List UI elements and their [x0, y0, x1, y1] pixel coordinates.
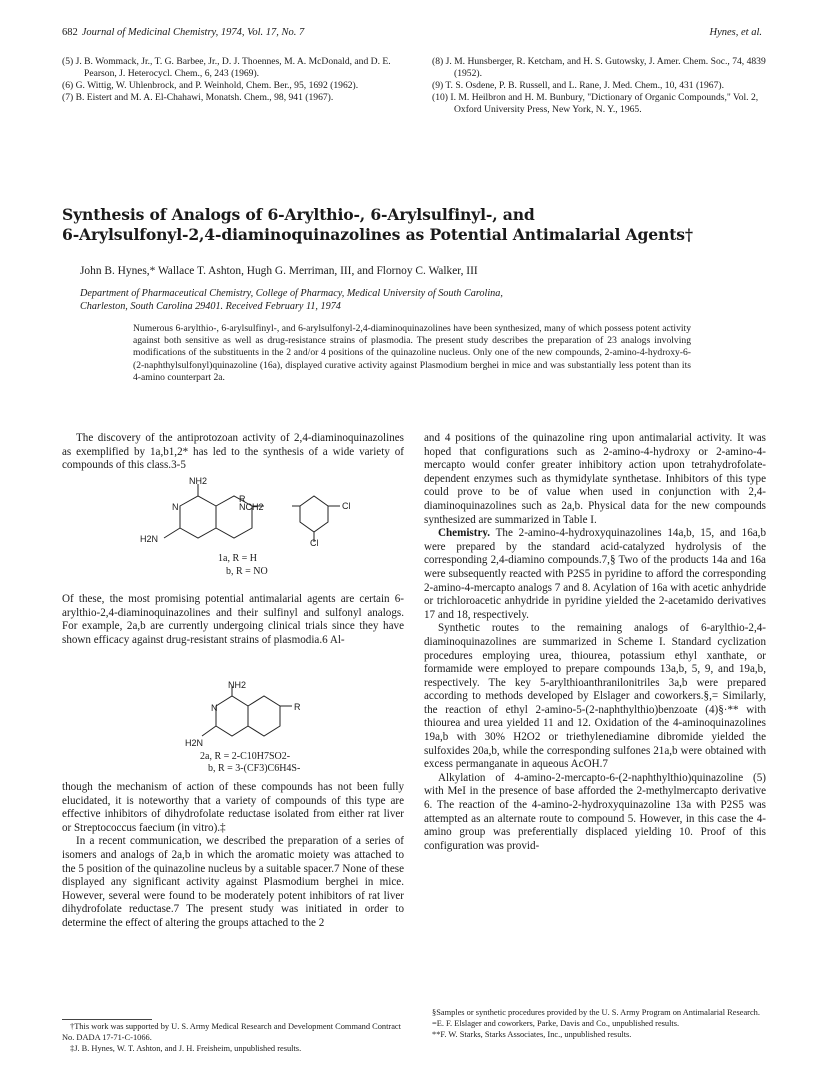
affiliation-line: Charleston, South Carolina 29401. Received February 11, 1974 — [80, 300, 341, 312]
article-title — [62, 205, 762, 245]
body-left-intro — [62, 432, 404, 473]
paragraph: Alkylation of 4-amino-2-mercapto-6-(2-naphthylthio)quinazoline (5) with MeI in the presence of base afforded the 2-methylmercapto derivative 6. The reaction of the 4-amino-2-hydroxyquinazoline 13a with P2S5 was attempted as an alternate route to compound 5. However, in this case the 4-amino group was preferentially displaced yielding 10. Proof of this configuration was provid- — [424, 771, 766, 852]
footnote-rule — [62, 1019, 152, 1020]
body-left-lower — [62, 781, 404, 931]
running-head — [62, 27, 762, 43]
body-right — [424, 432, 766, 853]
affiliation-line: Department of Pharmaceutical Chemistry, College of Pharmacy, Medical University of South Carolina, — [80, 288, 503, 299]
amino-group-label: H2N — [140, 534, 159, 544]
ring-nitrogen-label: N — [211, 703, 218, 713]
reference-item: (9) T. S. Osdene, P. B. Russell, and L. Rane, J. Med. Chem., 10, 431 (1967). — [432, 80, 724, 92]
chloro-label: Cl — [310, 538, 319, 548]
footnote: **F. W. Starks, Starks Associates, Inc., unpublished results. — [432, 1029, 632, 1039]
compound-label: 1a, R = H — [218, 553, 257, 564]
amino-group-label: NH2 — [228, 680, 247, 690]
paragraph: In a recent communication, we described the preparation of a series of isomers and analogs of 2a,b in which the aromatic moiety was attached to the 5 position of the quinazoline nucleus by a suitable spacer.7 None of these displayed any significant activity against Plasmodium berghei in mice. However, several were found to be moderately potent inhibitors of rat liver dihydrofolate reductase.7 The present study was initiated in order to determine the effect of altering the groups attached to the 2 — [62, 835, 404, 929]
paragraph: Of these, the most promising potential antimalarial agents are certain 6-arylthio-2,4-diaminoquinazolines and their sulfinyl and sulfonyl analogs. For example, 2a,b are currently undergoing clinical trials since they have shown efficacy against drug-resistant strains of plasmodia.6 Al- — [62, 593, 404, 646]
reference-list-left — [62, 56, 392, 104]
reference-item: (10) I. M. Heilbron and H. M. Bunbury, "Dictionary of Organic Compounds," Vol. 2, Oxford University Press, New York, N. Y., 1965. — [432, 92, 759, 116]
footnote: ‡J. B. Hynes, W. T. Ashton, and J. H. Freisheim, unpublished results. — [70, 1043, 302, 1053]
reference-item: (6) G. Wittig, W. Uhlenbrock, and P. Weinhold, Chem. Ber., 95, 1692 (1962). — [62, 80, 359, 92]
chloro-label: Cl — [342, 501, 351, 511]
paragraph — [424, 527, 766, 622]
nch2-label: NCH2 — [239, 502, 264, 512]
amino-group-label: NH2 — [189, 476, 208, 486]
footnote: =E. F. Elslager and coworkers, Parke, Davis and Co., unpublished results. — [432, 1018, 680, 1028]
footnotes-right — [424, 1008, 766, 1040]
paragraph: Synthetic routes to the remaining analogs of 6-arylthio-2,4-diaminoquinazolines are summarized in Scheme I. Standard cyclization procedures employing urea, thiourea, potassium ethyl xanthate, or formamide were employed to prepare compounds 13a,b, 5, 9, and 19a,b, respectively. The key 5-arylthioanthranilonitriles 3a,b were prepared according to methods developed by Elslager and coworkers.§,= Similarly, the reaction of ethyl 2-amino-5-(2-naphthylthio)benzoate (4)§·** with thiourea and urea yielded 11 and 12. Oxidation of the 4-aminoquinazolines 19a,b with 30% H2O2 or triethylenediamine dibromide yielded the sulfoxides 20a,b, while the corresponding sulfones 21a,b were obtained with excess permanganate in aqueous AcOH.7 — [424, 622, 766, 771]
paragraph-text: The 2-amino-4-hydroxyquinazolines 14a,b, 15, and 16a,b were prepared by the standard acid-catalyzed hydrolysis of the corresponding 2,4-diamino compounds.7,§ Two of the products 14a and 16a were subsequently reacted with P2S5 in pyridine to afford the corresponding 2-amino-4-mercapto analogs 7 and 8. Acylation of 16a with acetic anhydride or trichloroacetic anhydride in pyridine yielded the 2-acetamido derivatives 17 and 18, respectively. — [424, 527, 766, 621]
title-line: 6-Arylsulfonyl-2,4-diaminoquinazolines as Potential Antimalarial Agents† — [62, 225, 693, 244]
body-left-middle — [62, 593, 404, 647]
r-group-label: R — [239, 494, 246, 504]
running-head-left — [62, 27, 304, 38]
compound-label: b, R = 3-(CF3)C6H4S- — [208, 763, 301, 774]
title-line: Synthesis of Analogs of 6-Arylthio-, 6-Arylsulfinyl-, and — [62, 205, 535, 224]
reference-item: (8) J. M. Hunsberger, R. Ketcham, and H. S. Gutowsky, J. Amer. Chem. Soc., 74, 4839 (1952). — [432, 56, 766, 80]
paragraph: though the mechanism of action of these compounds has not been fully elucidated, it is noteworthy that a variety of compounds of this type are effective inhibitors of dihydrofolate reductase isolated from either rat liver or Streptococcus faecium (in vitro).‡ — [62, 781, 404, 834]
page-number: 682 — [62, 27, 78, 38]
paragraph: The discovery of the antiprotozoan activity of 2,4-diaminoquinazolines as exemplified by 1a,b1,2* has led to the synthesis of a wide variety of compounds of this class.3-5 — [62, 432, 404, 472]
paragraph: and 4 positions of the quinazoline ring upon antimalarial activity. It was hoped that configurations such as 2-amino-4-hydroxy or 2-amino-4-mercapto would confer greater inhibitory action upon tetrahydrofolate-dependent enzymes such as thymidylate synthetase. Inhibitors of this type could prove to be of value when used in conjunction with 2,4-diaminoquinazolines such as 2a,b. Physical data for the new compounds synthesized are summarized in Table I. — [424, 432, 766, 526]
abstract: Numerous 6-arylthio-, 6-arylsulfinyl-, and 6-arylsulfonyl-2,4-diaminoquinazolines have been synthesized, many of which possess potent activity against both sensitive as well as drug-resistance strains of plasmodia. The present study describes the preparation of 23 analogs involving modifications of the substituents in the 2 and/or 4 positions of the quinazoline nucleus. Only one of the new compounds, 2-amino-4-hydroxy-6-(2-naphthylsulfonyl)quinazoline (16a), displayed curative activity against Plasmodium berghei in mice and was substantially less potent than its 4-amino counterpart 2a. — [133, 323, 691, 383]
reference-item: (5) J. B. Wommack, Jr., T. G. Barbee, Jr., D. J. Thoennes, M. A. McDonald, and D. E. Pearson, J. Heterocycl. Chem., 6, 243 (1969). — [62, 56, 391, 80]
running-head-authors: Hynes, et al. — [709, 27, 762, 38]
compound-label: 2a, R = 2-C10H7SO2- — [200, 751, 291, 762]
ring-nitrogen-label: N — [172, 502, 179, 512]
affiliation — [80, 288, 720, 313]
reference-item: (7) B. Eistert and M. A. El-Chahawi, Monatsh. Chem., 98, 941 (1967). — [62, 92, 334, 104]
amino-group-label: H2N — [185, 738, 204, 748]
section-heading: Chemistry. — [438, 527, 491, 540]
footnote: §Samples or synthetic procedures provided by the U. S. Army Program on Antimalarial Research. — [432, 1008, 760, 1017]
r-group-label: R — [294, 702, 301, 712]
footnote: †This work was supported by U. S. Army Medical Research and Development Command Contract No. DADA 17-71-C-1066. — [62, 1022, 401, 1042]
journal-citation: Journal of Medicinal Chemistry, 1974, Vol. 17, No. 7 — [81, 27, 305, 38]
reference-list-right — [432, 56, 768, 116]
author-list: John B. Hynes,* Wallace T. Ashton, Hugh G. Merriman, III, and Flornoy C. Walker, III — [80, 265, 478, 277]
footnotes-left — [62, 1022, 404, 1054]
compound-label: b, R = NO — [226, 566, 268, 577]
